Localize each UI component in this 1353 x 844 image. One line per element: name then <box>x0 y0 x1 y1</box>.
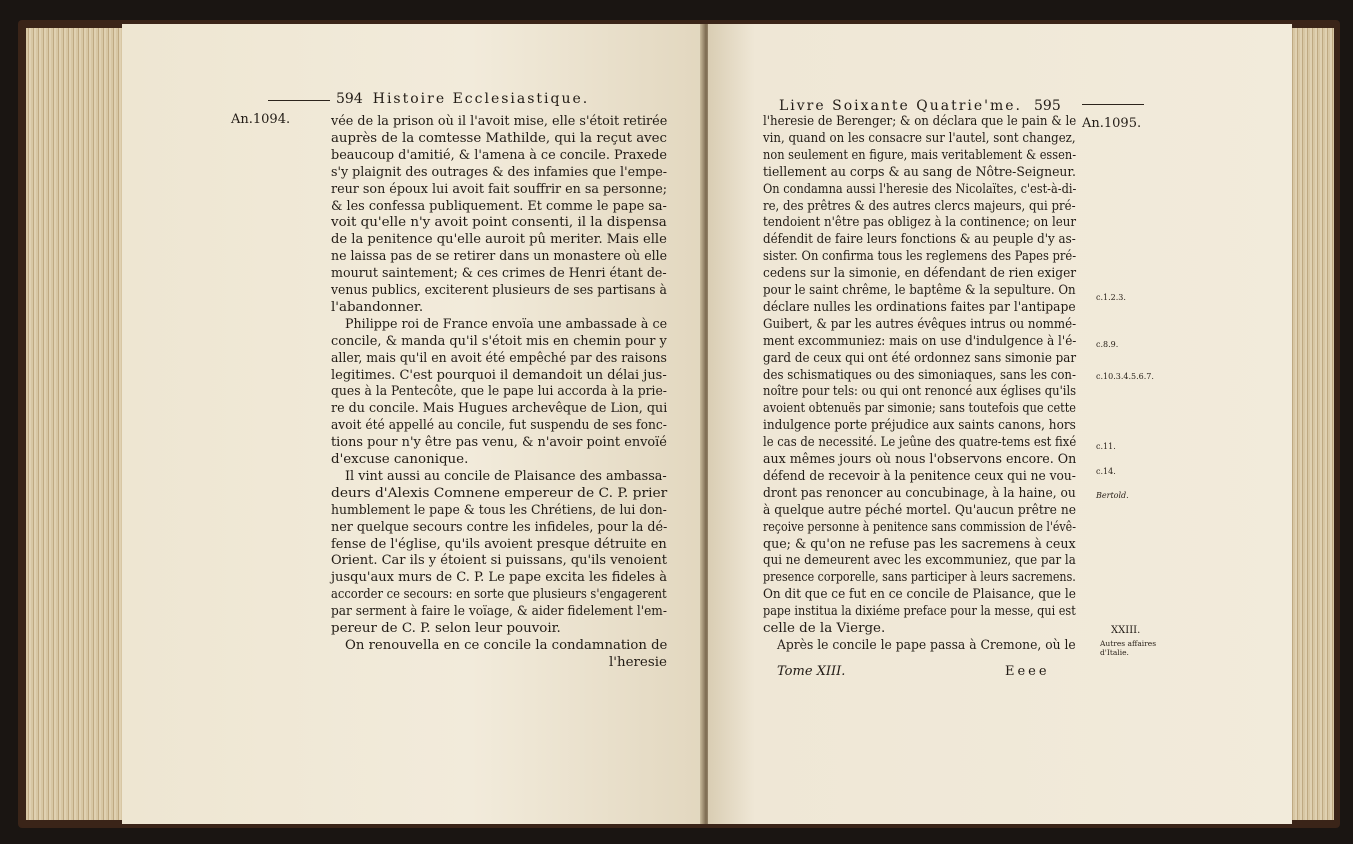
text-line: legitimes. C'est pourquoi il demandoit un délai jus- <box>331 367 667 383</box>
text-line: non seulement en figure, mais veritablement & essen- <box>763 147 1077 163</box>
text-line: concile, & manda qu'il s'étoit mis en chemin pour y <box>331 333 667 349</box>
side-note: c.8.9. <box>1096 340 1119 349</box>
text-line: humblement le pape & tous les Chrétiens, de lui don- <box>331 502 667 518</box>
text-line: déclare nulles les ordinations faites par l'antipape <box>763 299 1076 315</box>
text-line: deurs d'Alexis Comnene empereur de C. P. prier <box>331 485 668 501</box>
text-line: tiellement au corps & au sang de Nôtre-Seigneur. <box>763 164 1076 180</box>
text-line: ner quelque secours contre les infideles, pour la dé- <box>331 519 668 535</box>
side-note: Bertold. <box>1096 491 1129 500</box>
text-line: noître pour tels: ou qui ont renoncé aux églises qu'ils <box>763 384 1077 400</box>
text-line: vin, quand on les consacre sur l'autel, sont changez, <box>763 130 1076 146</box>
text-line: que; & qu'on ne refuse pas les sacremens à ceux <box>763 536 1076 552</box>
footer-signature: Eeee <box>1005 664 1050 679</box>
right-page-header <box>779 98 1071 114</box>
text-line: qui ne demeurent avec les excommuniez, que par la <box>763 553 1076 569</box>
text-line: reur son époux lui avoit fait souffrir en sa personne; <box>331 181 668 197</box>
text-line: défend de recevoir à la penitence ceux qui ne vou- <box>763 468 1076 484</box>
text-line: d'excuse canonique. <box>331 452 469 467</box>
text-line: dront pas renoncer au concubinage, à la haine, ou <box>763 485 1076 501</box>
text-line: tendoient n'être pas obligez à la continence; on leur <box>763 215 1077 231</box>
left-running-title: Histoire Ecclesiastique. <box>372 91 590 107</box>
left-page-number: 594 <box>336 91 363 107</box>
text-line: gard de ceux qui ont été ordonnez sans simonie par <box>763 350 1077 366</box>
text-line: l'heresie <box>609 654 667 670</box>
text-line: avoient obtenuës par simonie; sans toutefois que cette <box>763 401 1076 417</box>
text-line: tions pour n'y être pas venu, & n'avoir point envoïé <box>331 435 667 451</box>
right-header-rule <box>1082 104 1144 105</box>
text-line: presence corporelle, sans participer à leurs sacremens. <box>763 570 1076 586</box>
text-line: l'abandonner. <box>331 299 424 315</box>
left-header-rule <box>268 100 330 101</box>
text-line: l'heresie de Berenger; & on déclara que le pain & le <box>763 114 1077 129</box>
left-year-note: An.1094. <box>231 112 291 127</box>
section-caption-line1: Autres affaires <box>1100 639 1157 648</box>
text-line: On condamna aussi l'heresie des Nicolaïtes, c'est-à-di- <box>763 181 1077 197</box>
text-line: avoit été appellé au concile, fut suspendu de ses fonc- <box>331 418 667 434</box>
text-line: à quelque autre péché mortel. Qu'aucun prêtre ne <box>763 502 1076 518</box>
text-line: défendit de faire leurs fonctions & au peuple d'y as- <box>763 232 1076 248</box>
side-note: c.10.3.4.5.6.7. <box>1096 372 1154 381</box>
text-line: Philippe roi de France envoïa une ambassade à ce <box>345 316 668 332</box>
text-line: beaucoup d'amitié, & l'amena à ce concile. Praxede <box>331 147 668 163</box>
text-line: Guibert, & par les autres évêques intrus ou nommé- <box>763 316 1077 332</box>
text-line: sister. On confirma tous les reglemens des Papes pré- <box>763 249 1077 265</box>
right-page-edges <box>1290 28 1334 820</box>
text-line: accorder ce secours: en sorte que plusieurs s'engagerent <box>331 587 667 603</box>
side-note: c.11. <box>1096 442 1116 451</box>
text-line: vée de la prison où il l'avoit mise, elle s'étoit retirée <box>331 114 668 129</box>
text-line: aux mêmes jours où nous l'observons encore. On <box>763 452 1077 467</box>
text-line: ques à la Pentecôte, que le pape lui accorda à la prie- <box>331 384 667 400</box>
text-line: cedens sur la simonie, en défendant de rien exiger <box>763 266 1077 282</box>
footer-tome: Tome XIII. <box>777 664 846 679</box>
text-line: par serment à faire le voïage, & aider fidelement l'em- <box>331 604 667 620</box>
text-line: re, des prêtres & des autres clercs majeurs, qui pré- <box>763 198 1076 214</box>
text-line: venus publics, exciterent plusieurs de ses partisans à <box>331 283 667 298</box>
text-line: mourut saintement; & ces crimes de Henri étant de- <box>331 266 667 282</box>
left-page-edges <box>26 28 130 820</box>
text-line: des schismatiques ou des simoniaques, sans les con- <box>763 367 1076 383</box>
text-line: Orient. Car ils y étoient si puissans, qu'ils venoient <box>331 553 667 569</box>
left-page-header <box>336 91 589 107</box>
right-year-note: An.1095. <box>1082 116 1142 131</box>
side-note: c.14. <box>1096 467 1116 476</box>
text-line: fense de l'église, qu'ils avoient presque détruite en <box>331 536 667 552</box>
text-line: de la penitence qu'elle auroit pû meriter. Mais elle <box>331 232 667 248</box>
text-line: auprès de la comtesse Mathilde, qui la reçut avec <box>331 130 667 146</box>
text-line: voit qu'elle n'y avoit point consenti, il la dispensa <box>331 215 667 231</box>
text-line: s'y plaignit des outrages & des infamies que l'empe- <box>331 164 667 180</box>
text-line: Il vint aussi au concile de Plaisance des ambassa- <box>345 468 667 484</box>
text-line: pereur de C. P. selon leur pouvoir. <box>331 621 561 636</box>
text-line: pour le saint chrême, le baptême & la sepulture. On <box>763 283 1076 298</box>
side-note: c.1.2.3. <box>1096 293 1126 302</box>
right-page-number: 595 <box>1034 98 1061 114</box>
right-running-title: Livre Soixante Quatrie'me. <box>779 98 1023 114</box>
text-line: & les confessa publiquement. Et comme le pape sa- <box>331 198 667 214</box>
text-line: reçoive personne à penitence sans commission de l'évê- <box>763 519 1076 535</box>
text-line: aller, mais qu'il en avoit été empêché par des raisons <box>331 350 667 366</box>
text-line: ne laissa pas de se retirer dans un monastere où elle <box>331 249 668 265</box>
text-line: On renouvella en ce concile la condamnation de <box>345 637 668 653</box>
text-line: Après le concile le pape passa à Cremone, où le <box>777 637 1076 653</box>
text-line: le cas de necessité. Le jeûne des quatre-tems est fixé <box>763 435 1077 451</box>
text-line: On dit que ce fut en ce concile de Plaisance, que le <box>763 587 1076 603</box>
text-line: indulgence porte préjudice aux saints canons, hors <box>763 418 1076 434</box>
text-line: pape institua la dixiéme preface pour la messe, qui est <box>763 604 1076 620</box>
section-number: XXIII. <box>1111 625 1141 636</box>
text-line: re du concile. Mais Hugues archevêque de Lion, qui <box>331 401 668 417</box>
text-line: jusqu'aux murs de C. P. Le pape excita les fideles à <box>331 570 667 586</box>
text-line: celle de la Vierge. <box>763 621 886 636</box>
section-caption-line2: d'Italie. <box>1100 648 1129 657</box>
text-line: ment excommuniez: mais on use d'indulgence à l'é- <box>763 333 1077 349</box>
